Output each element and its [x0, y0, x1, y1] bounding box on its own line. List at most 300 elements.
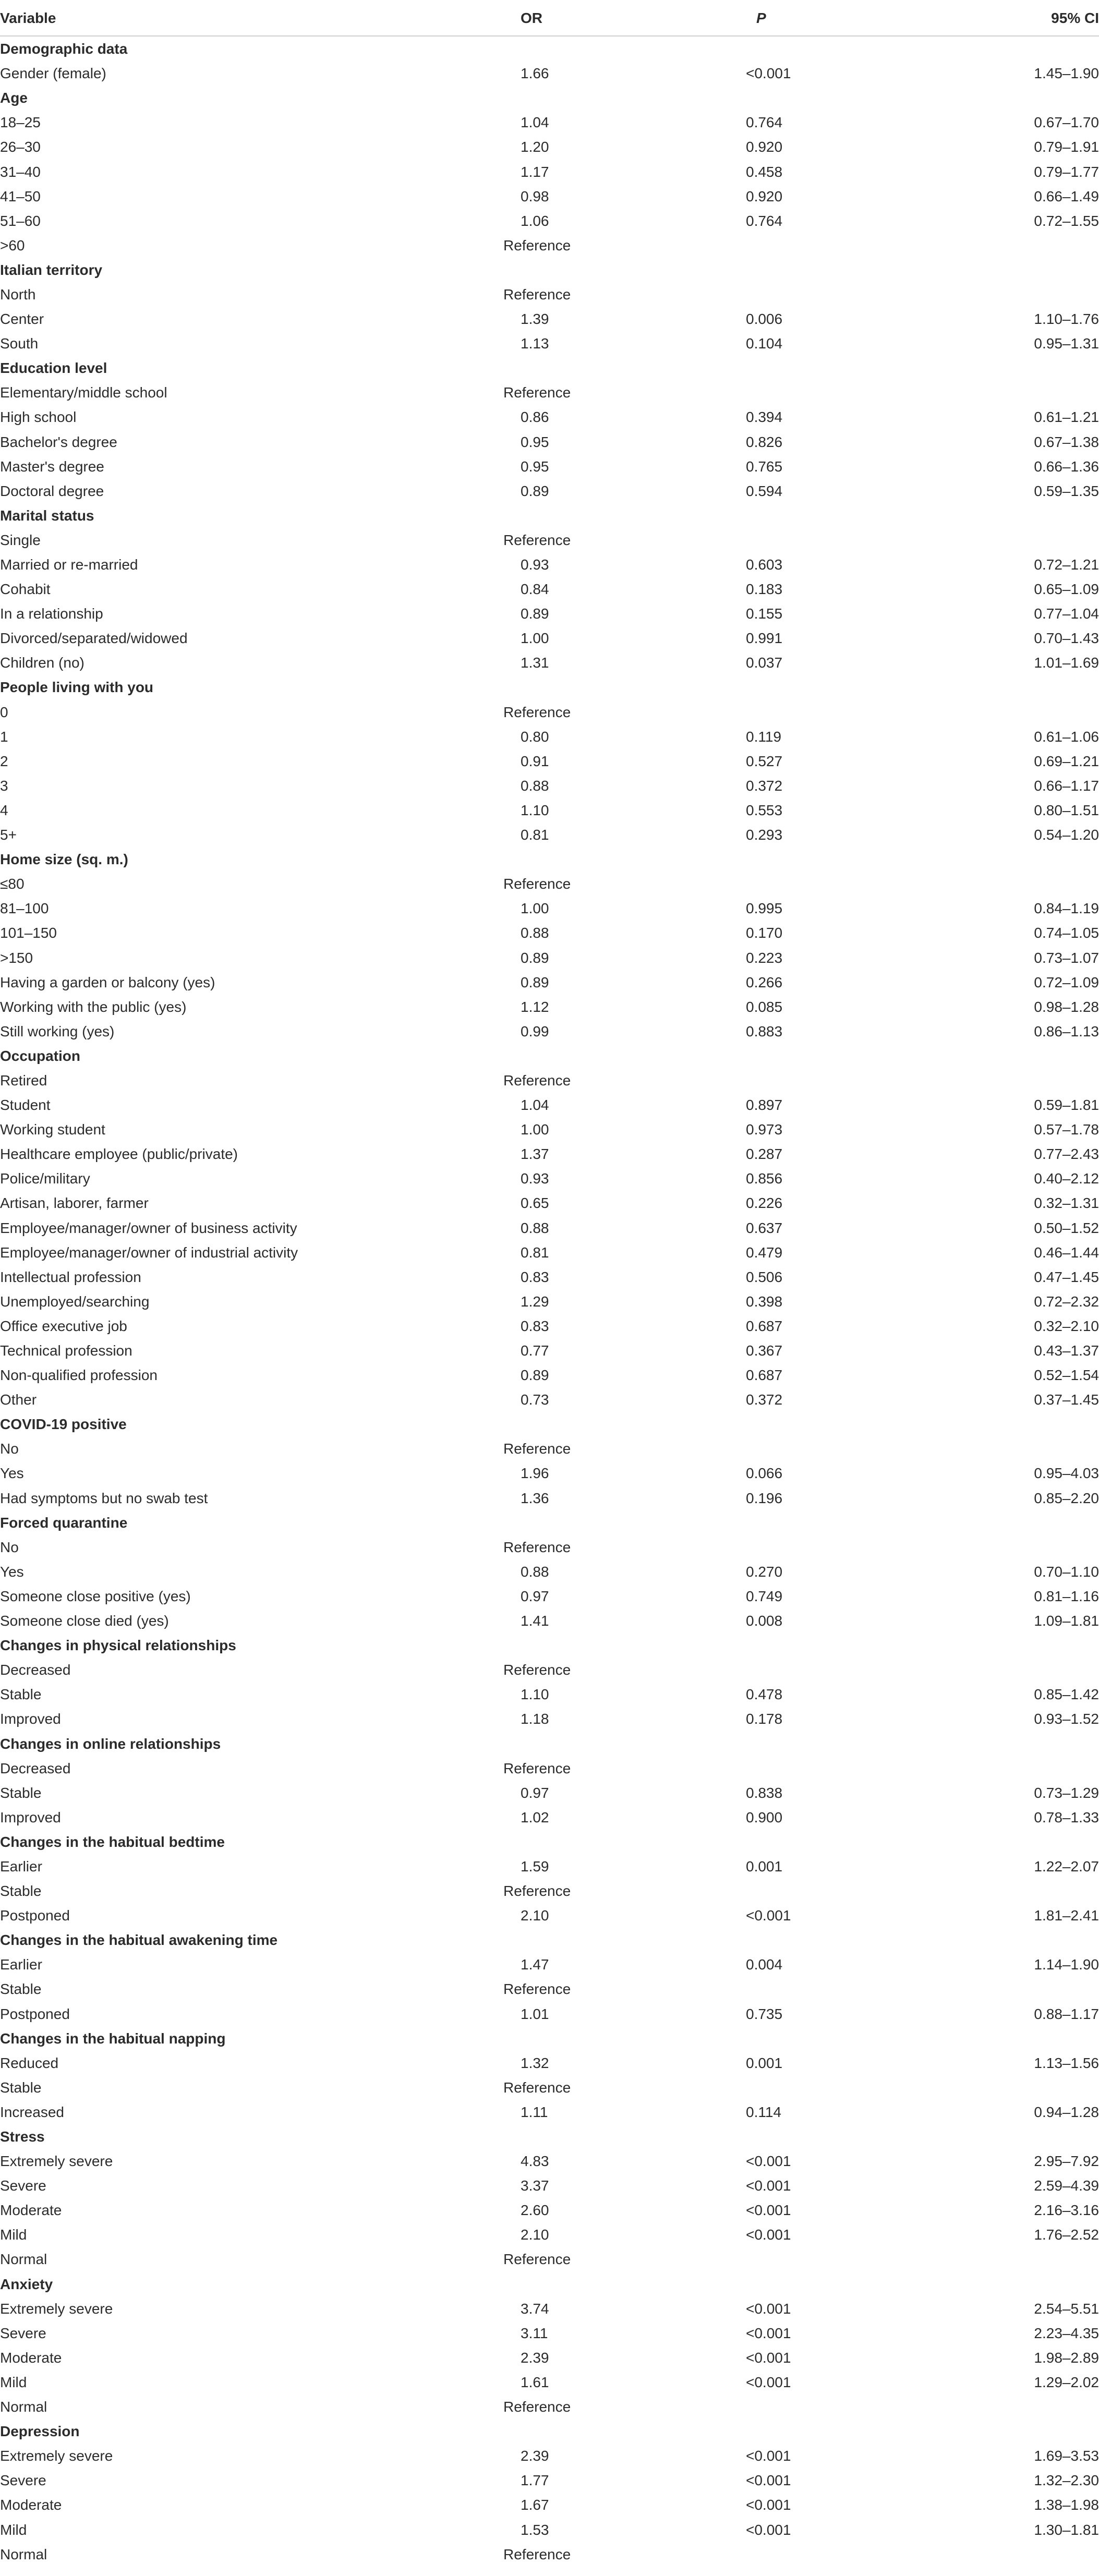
p-value-cell [657, 356, 829, 380]
variable-cell: Married or re-married [0, 557, 138, 573]
ci-cell: 2.59–4.39 [1034, 2178, 1099, 2194]
table-row [0, 2198, 1099, 2222]
variable-cell: Occupation [0, 1047, 81, 1064]
section-header-row [0, 1044, 1099, 1068]
ci-cell: 0.37–1.45 [1034, 1392, 1099, 1408]
or-cell: Reference [503, 1760, 571, 1776]
ci-cell: 0.70–1.10 [1034, 1563, 1099, 1580]
variable-cell: 18–25 [0, 114, 41, 131]
p-value-cell: 0.270 [746, 1563, 783, 1580]
or-cell: 0.83 [521, 1268, 549, 1285]
ci-cell: 0.72–1.21 [1034, 557, 1099, 573]
or-cell: 3.37 [521, 2178, 549, 2194]
variable-cell: Employee/manager/owner of industrial activity [0, 1244, 298, 1261]
p-value-cell [657, 36, 829, 61]
variable-cell: 3 [0, 777, 8, 794]
ci-cell: 0.69–1.21 [1034, 753, 1099, 769]
or-cell: 0.88 [521, 777, 549, 794]
or-cell: 1.00 [521, 900, 549, 917]
p-value-cell: 0.170 [746, 925, 783, 941]
or-cell: 2.39 [521, 2448, 549, 2464]
table-row [0, 1142, 1099, 1166]
header-ci: 95% CI [829, 0, 1099, 36]
variable-cell: Extremely severe [0, 2153, 113, 2170]
p-value-cell [657, 1535, 829, 1559]
or-cell: 0.95 [521, 458, 549, 475]
section-header-row [0, 1928, 1099, 1952]
p-value-cell [657, 1928, 829, 1952]
header-p: P [657, 0, 829, 36]
or-cell: Reference [503, 2079, 571, 2096]
table-row [0, 430, 1099, 454]
variable-cell: Doctoral degree [0, 482, 104, 499]
or-cell: 3.74 [521, 2300, 549, 2317]
table-row [0, 135, 1099, 159]
ci-cell [829, 258, 1099, 282]
or-cell: 0.65 [521, 1195, 549, 1212]
variable-cell: Italian territory [0, 261, 103, 278]
ci-cell [829, 2272, 1099, 2296]
ci-cell: 1.14–1.90 [1034, 1956, 1099, 1973]
ci-cell: 0.85–1.42 [1034, 1686, 1099, 1703]
table-row [0, 61, 1099, 86]
or-cell: 1.47 [521, 1956, 549, 1973]
ci-cell: 1.76–2.52 [1034, 2227, 1099, 2243]
table-row [0, 2222, 1099, 2247]
ci-cell: 0.73–1.29 [1034, 1784, 1099, 1801]
p-value-cell: 0.637 [746, 1219, 783, 1236]
or-cell: 1.31 [521, 655, 549, 671]
ci-cell: 0.59–1.35 [1034, 482, 1099, 499]
variable-cell: 2 [0, 753, 8, 769]
ci-cell: 1.69–3.53 [1034, 2448, 1099, 2464]
ci-cell: 1.81–2.41 [1034, 1907, 1099, 1924]
or-cell: Reference [503, 384, 571, 401]
table-row [0, 307, 1099, 331]
ci-cell: 2.54–5.51 [1034, 2300, 1099, 2317]
or-cell [417, 2419, 657, 2444]
variable-cell: No [0, 1539, 19, 1555]
p-value-cell: 0.594 [746, 482, 783, 499]
or-cell: 0.83 [521, 1317, 549, 1334]
ci-cell: 1.30–1.81 [1034, 2521, 1099, 2538]
table-row [0, 1068, 1099, 1093]
variable-cell: Mild [0, 2521, 27, 2538]
or-cell: Reference [503, 1662, 571, 1678]
p-value-cell [657, 2026, 829, 2051]
table-row [0, 601, 1099, 626]
section-header-row [0, 1731, 1099, 1756]
or-cell: 1.01 [521, 2005, 549, 2022]
table-row [0, 2468, 1099, 2493]
ci-cell [829, 1879, 1099, 1903]
table-row [0, 1535, 1099, 1559]
p-value-cell: 0.826 [746, 433, 783, 450]
ci-cell: 0.67–1.38 [1034, 433, 1099, 450]
p-value-cell [657, 1658, 829, 1682]
or-cell: 0.88 [521, 1219, 549, 1236]
header-or: OR [417, 0, 657, 36]
variable-cell: Student [0, 1097, 51, 1114]
variable-cell: Stress [0, 2128, 45, 2145]
variable-cell: Postponed [0, 2005, 70, 2022]
p-value-cell: 0.995 [746, 900, 783, 917]
variable-cell: Police/military [0, 1170, 90, 1187]
p-value-cell: 0.226 [746, 1195, 783, 1212]
ci-cell: 0.73–1.07 [1034, 949, 1099, 966]
or-cell: 1.36 [521, 1490, 549, 1506]
variable-cell: Changes in online relationships [0, 1735, 221, 1752]
table-row [0, 700, 1099, 724]
p-value-cell: 0.178 [746, 1711, 783, 1727]
or-cell: 0.84 [521, 581, 549, 598]
table-row [0, 2075, 1099, 2100]
or-cell [417, 1044, 657, 1068]
table-row [0, 2051, 1099, 2075]
p-value-cell [657, 847, 829, 872]
variable-cell: 26–30 [0, 139, 41, 155]
or-cell: 1.10 [521, 1686, 549, 1703]
variable-cell: ≤80 [0, 876, 25, 892]
variable-cell: Increased [0, 2103, 64, 2120]
p-value-cell: 0.008 [746, 1613, 783, 1629]
p-value-cell [657, 675, 829, 699]
ci-cell: 0.98–1.28 [1034, 998, 1099, 1015]
p-value-cell: 0.920 [746, 188, 783, 204]
section-header-row [0, 675, 1099, 699]
table-row [0, 552, 1099, 577]
or-cell: Reference [503, 237, 571, 253]
variable-cell: Office executive job [0, 1317, 127, 1334]
variable-cell: Earlier [0, 1858, 42, 1874]
variable-cell: Gender (female) [0, 65, 106, 82]
or-cell: 1.17 [521, 163, 549, 180]
table-row [0, 1879, 1099, 1903]
or-cell: Reference [503, 286, 571, 303]
table-row [0, 1191, 1099, 1215]
variable-cell: Changes in the habitual awakening time [0, 1932, 278, 1949]
ci-cell: 1.29–2.02 [1034, 2374, 1099, 2390]
table-row [0, 2345, 1099, 2370]
p-value-cell [657, 1879, 829, 1903]
or-cell: 1.20 [521, 139, 549, 155]
p-value-cell: 0.765 [746, 458, 783, 475]
variable-cell: Children (no) [0, 655, 84, 671]
or-cell: 0.89 [521, 974, 549, 990]
variable-cell: Moderate [0, 2497, 62, 2513]
ci-cell [829, 1928, 1099, 1952]
p-value-cell: 0.266 [746, 974, 783, 990]
ci-cell: 0.40–2.12 [1034, 1170, 1099, 1187]
section-header-row [0, 2124, 1099, 2149]
variable-cell: Single [0, 531, 41, 548]
or-cell: 0.88 [521, 925, 549, 941]
table-row [0, 2002, 1099, 2026]
p-value-cell: 0.897 [746, 1097, 783, 1114]
ci-cell [829, 2394, 1099, 2419]
or-cell: 1.66 [521, 65, 549, 82]
variable-cell: Extremely severe [0, 2448, 113, 2464]
table-row [0, 2542, 1099, 2567]
p-value-cell [657, 2247, 829, 2271]
ci-cell: 0.32–2.10 [1034, 1317, 1099, 1334]
table-row [0, 1682, 1099, 1707]
variable-cell: Decreased [0, 1760, 71, 1776]
or-cell: Reference [503, 2251, 571, 2268]
or-cell: 1.67 [521, 2497, 549, 2513]
ci-cell: 0.93–1.52 [1034, 1711, 1099, 1727]
variable-cell: Artisan, laborer, farmer [0, 1195, 149, 1212]
table-row [0, 1461, 1099, 1485]
or-cell [417, 1830, 657, 1854]
table-row [0, 626, 1099, 650]
p-value-cell: 0.001 [746, 1858, 783, 1874]
or-cell: 1.77 [521, 2472, 549, 2489]
ci-cell: 1.10–1.76 [1034, 311, 1099, 328]
ci-cell: 0.61–1.21 [1034, 409, 1099, 426]
variable-cell: 81–100 [0, 900, 49, 917]
table-row [0, 2517, 1099, 2542]
variable-cell: Employee/manager/owner of business activity [0, 1219, 297, 1236]
section-header-row [0, 847, 1099, 872]
ci-cell: 0.72–1.09 [1034, 974, 1099, 990]
ci-cell [829, 1756, 1099, 1781]
table-row [0, 2444, 1099, 2468]
variable-cell: Other [0, 1392, 37, 1408]
p-value-cell: <0.001 [746, 2300, 791, 2317]
p-value-cell: 0.006 [746, 311, 783, 328]
variable-cell: 4 [0, 802, 8, 818]
or-cell: 1.39 [521, 311, 549, 328]
header-row [0, 0, 1099, 36]
p-value-cell: 0.527 [746, 753, 783, 769]
table-row [0, 1609, 1099, 1633]
variable-cell: Elementary/middle school [0, 384, 167, 401]
or-cell [417, 1412, 657, 1436]
or-cell: 0.97 [521, 1588, 549, 1604]
section-header-row [0, 2272, 1099, 2296]
table-row [0, 1289, 1099, 1314]
table-row [0, 159, 1099, 184]
or-cell: 0.95 [521, 433, 549, 450]
variable-cell: Non-qualified profession [0, 1367, 158, 1384]
table-row [0, 2247, 1099, 2271]
ci-cell: 0.77–2.43 [1034, 1146, 1099, 1163]
or-cell: Reference [503, 2399, 571, 2415]
ci-cell [829, 1731, 1099, 1756]
section-header-row [0, 258, 1099, 282]
ci-cell: 0.86–1.13 [1034, 1023, 1099, 1039]
or-cell: 0.89 [521, 949, 549, 966]
variable-cell: Center [0, 311, 44, 328]
section-header-row [0, 36, 1099, 61]
or-cell: 1.59 [521, 1858, 549, 1874]
table-row [0, 945, 1099, 970]
variable-cell: South [0, 335, 39, 352]
table-row [0, 2370, 1099, 2394]
p-value-cell [657, 2124, 829, 2149]
table-row [0, 798, 1099, 823]
ci-cell [829, 847, 1099, 872]
p-value-cell: 0.196 [746, 1490, 783, 1506]
p-value-cell: <0.001 [746, 2325, 791, 2341]
or-cell [417, 2026, 657, 2051]
or-cell: 1.61 [521, 2374, 549, 2390]
ci-cell [829, 1068, 1099, 1093]
variable-cell: Education level [0, 360, 107, 377]
or-cell [417, 847, 657, 872]
table-row [0, 1363, 1099, 1387]
or-cell: Reference [503, 1539, 571, 1555]
variable-cell: 41–50 [0, 188, 41, 204]
ci-cell: 0.74–1.05 [1034, 925, 1099, 941]
or-cell [417, 258, 657, 282]
table-body [0, 36, 1099, 2567]
table-row [0, 724, 1099, 749]
p-value-cell: 0.479 [746, 1244, 783, 1261]
variable-cell: Demographic data [0, 41, 128, 57]
p-value-cell: 0.372 [746, 777, 783, 794]
table-row [0, 2173, 1099, 2198]
p-value-cell: 0.478 [746, 1686, 783, 1703]
variable-cell: Stable [0, 2079, 42, 2096]
ci-cell [829, 1436, 1099, 1461]
variable-cell: >150 [0, 949, 33, 966]
variable-cell: Forced quarantine [0, 1514, 128, 1531]
p-value-cell: <0.001 [746, 1907, 791, 1924]
ci-cell: 0.72–1.55 [1034, 212, 1099, 229]
ci-cell [829, 872, 1099, 896]
variable-cell: Still working (yes) [0, 1023, 115, 1039]
or-cell: 0.80 [521, 728, 549, 745]
ci-cell [829, 1044, 1099, 1068]
ci-cell: 0.77–1.04 [1034, 606, 1099, 622]
variable-cell: Technical profession [0, 1343, 132, 1359]
variable-cell: Retired [0, 1072, 47, 1089]
table-row [0, 577, 1099, 601]
p-value-cell: 0.883 [746, 1023, 783, 1039]
variable-cell: Intellectual profession [0, 1268, 141, 1285]
variable-cell: Normal [0, 2251, 47, 2268]
or-cell [417, 2124, 657, 2149]
p-value-cell: 0.900 [746, 1809, 783, 1825]
ci-cell: 0.46–1.44 [1034, 1244, 1099, 1261]
variable-cell: 5+ [0, 827, 17, 843]
variable-cell: Mild [0, 2227, 27, 2243]
table-row [0, 331, 1099, 356]
variable-cell: 0 [0, 704, 8, 720]
or-cell: Reference [503, 876, 571, 892]
p-value-cell: 0.293 [746, 827, 783, 843]
ci-cell [829, 233, 1099, 258]
table-row [0, 1756, 1099, 1781]
p-value-cell [657, 1068, 829, 1093]
table-row [0, 2296, 1099, 2321]
p-value-cell [657, 503, 829, 528]
p-value-cell: 0.114 [746, 2103, 781, 2120]
p-value-cell [657, 2272, 829, 2296]
p-value-cell: 0.603 [746, 557, 783, 573]
or-cell: Reference [503, 1883, 571, 1900]
p-value-cell: 0.183 [746, 581, 783, 598]
table-row [0, 1314, 1099, 1338]
table-row [0, 650, 1099, 675]
ci-cell: 0.61–1.06 [1034, 728, 1099, 745]
variable-cell: No [0, 1441, 19, 1457]
section-header-row [0, 2026, 1099, 2051]
or-cell: 0.73 [521, 1392, 549, 1408]
ci-cell: 0.32–1.31 [1034, 1195, 1099, 1212]
p-value-cell: 0.085 [746, 998, 783, 1015]
p-value-cell: 0.104 [746, 335, 783, 352]
ci-cell: 0.67–1.70 [1034, 114, 1099, 131]
or-cell: Reference [503, 2546, 571, 2562]
table-row [0, 209, 1099, 233]
table-row [0, 380, 1099, 405]
table-row [0, 1240, 1099, 1265]
ci-cell: 1.22–2.07 [1034, 1858, 1099, 1874]
p-value-cell: <0.001 [746, 2227, 791, 2243]
ci-cell: 1.32–2.30 [1034, 2472, 1099, 2489]
table-row [0, 749, 1099, 773]
or-cell [417, 2272, 657, 2296]
variable-cell: Healthcare employee (public/private) [0, 1146, 238, 1163]
p-value-cell: 0.856 [746, 1170, 783, 1187]
variable-cell: Master's degree [0, 458, 104, 475]
table-row [0, 1707, 1099, 1731]
or-cell: 0.97 [521, 1784, 549, 1801]
section-header-row [0, 356, 1099, 380]
table-row [0, 1019, 1099, 1044]
variable-cell: Normal [0, 2546, 47, 2562]
ci-cell [829, 2419, 1099, 2444]
or-cell: 1.12 [521, 998, 549, 1015]
ci-cell [829, 1633, 1099, 1658]
p-value-cell: <0.001 [746, 2153, 791, 2170]
p-value-cell: <0.001 [746, 65, 791, 82]
or-cell: 0.91 [521, 753, 549, 769]
ci-cell: 0.84–1.19 [1034, 900, 1099, 917]
p-value-cell [657, 233, 829, 258]
table-header [0, 0, 1099, 36]
p-value-cell: 0.004 [746, 1956, 783, 1973]
p-value-cell [657, 1044, 829, 1068]
table-row [0, 2493, 1099, 2517]
ci-cell: 0.66–1.36 [1034, 458, 1099, 475]
variable-cell: Normal [0, 2399, 47, 2415]
or-cell: 1.13 [521, 335, 549, 352]
p-value-cell [657, 2542, 829, 2567]
p-value-cell: 0.991 [746, 630, 783, 647]
ci-cell: 0.43–1.37 [1034, 1343, 1099, 1359]
or-cell: 0.86 [521, 409, 549, 426]
p-value-cell: 0.553 [746, 802, 783, 818]
ci-cell [829, 1830, 1099, 1854]
ci-cell [829, 675, 1099, 699]
p-value-cell [657, 1412, 829, 1436]
variable-cell: Reduced [0, 2054, 59, 2071]
ci-cell: 0.79–1.77 [1034, 163, 1099, 180]
variable-cell: Earlier [0, 1956, 42, 1973]
or-cell: Reference [503, 1072, 571, 1089]
table-row [0, 823, 1099, 847]
variable-cell: Having a garden or balcony (yes) [0, 974, 215, 990]
variable-cell: Changes in physical relationships [0, 1637, 236, 1654]
or-cell: 1.96 [521, 1465, 549, 1482]
ci-cell: 1.98–2.89 [1034, 2349, 1099, 2366]
table-row [0, 1265, 1099, 1289]
p-value-cell: 0.458 [746, 163, 783, 180]
